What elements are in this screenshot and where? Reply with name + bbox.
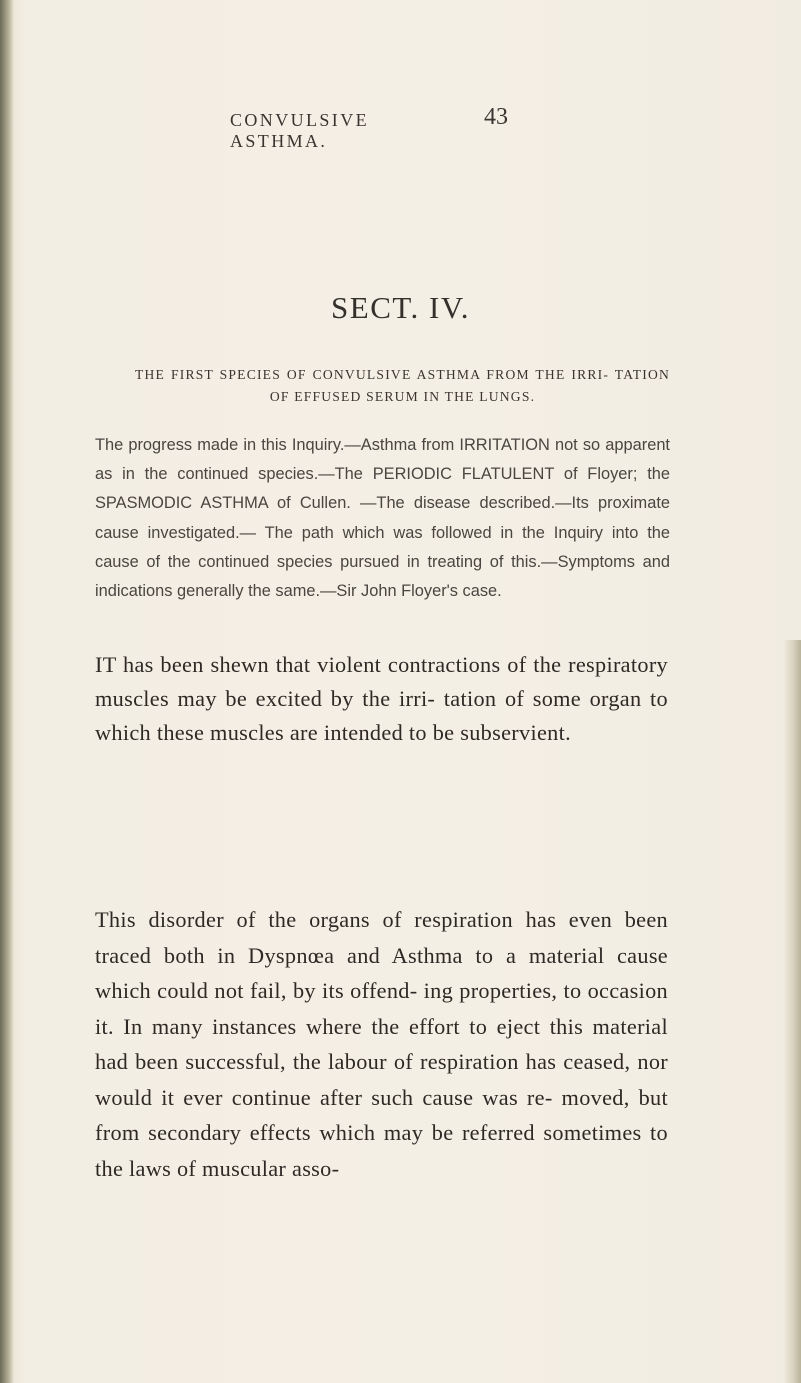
synopsis-text: The progress made in this Inquiry.—Asthma from IRRITATION not so apparent as in the continued species.—The PERIODIC FLATULENT of Floyer; the SPASMODIC ASTHMA of Cullen. —The disease described.—Its proximate cause investigated.— The path which was followed in the Inquiry into the cause of the continued species pursued in treating of this.—Symptoms and indications generally the same.—Sir John Floyer's case. bbox=[95, 436, 670, 601]
section-subtitle: THE FIRST SPECIES OF CONVULSIVE ASTHMA FROM THE IRRI- TATION OF EFFUSED SERUM IN THE LUNGS. bbox=[135, 367, 670, 404]
paragraph-text: This disorder of the organs of respiration has even been traced both in Dyspnœa and Asthma to a material cause which could not fail, by its offend- ing properties, to occasion it. In many instances where the effort to eject this material had been successful, the labour of respiration has ceased, nor would it ever continue after such cause was re- moved, but from secondary effects which may be referred sometimes to the laws of muscular asso- bbox=[95, 907, 668, 1181]
page-edge-shadow bbox=[783, 640, 801, 1383]
page-number: 43 bbox=[484, 104, 508, 130]
body-paragraph-1 bbox=[95, 648, 668, 750]
body-paragraph-2 bbox=[95, 902, 668, 1186]
running-head: CONVULSIVE ASTHMA. bbox=[230, 110, 369, 151]
section-title: SECT. IV. bbox=[331, 290, 470, 325]
page-binding-shadow bbox=[0, 0, 14, 1383]
section-synopsis bbox=[95, 431, 670, 606]
paragraph-text: IT has been shewn that violent contractions of the respiratory muscles may be excited by the irri- tation of some organ to which these muscles are intended to be subservient. bbox=[95, 652, 668, 745]
